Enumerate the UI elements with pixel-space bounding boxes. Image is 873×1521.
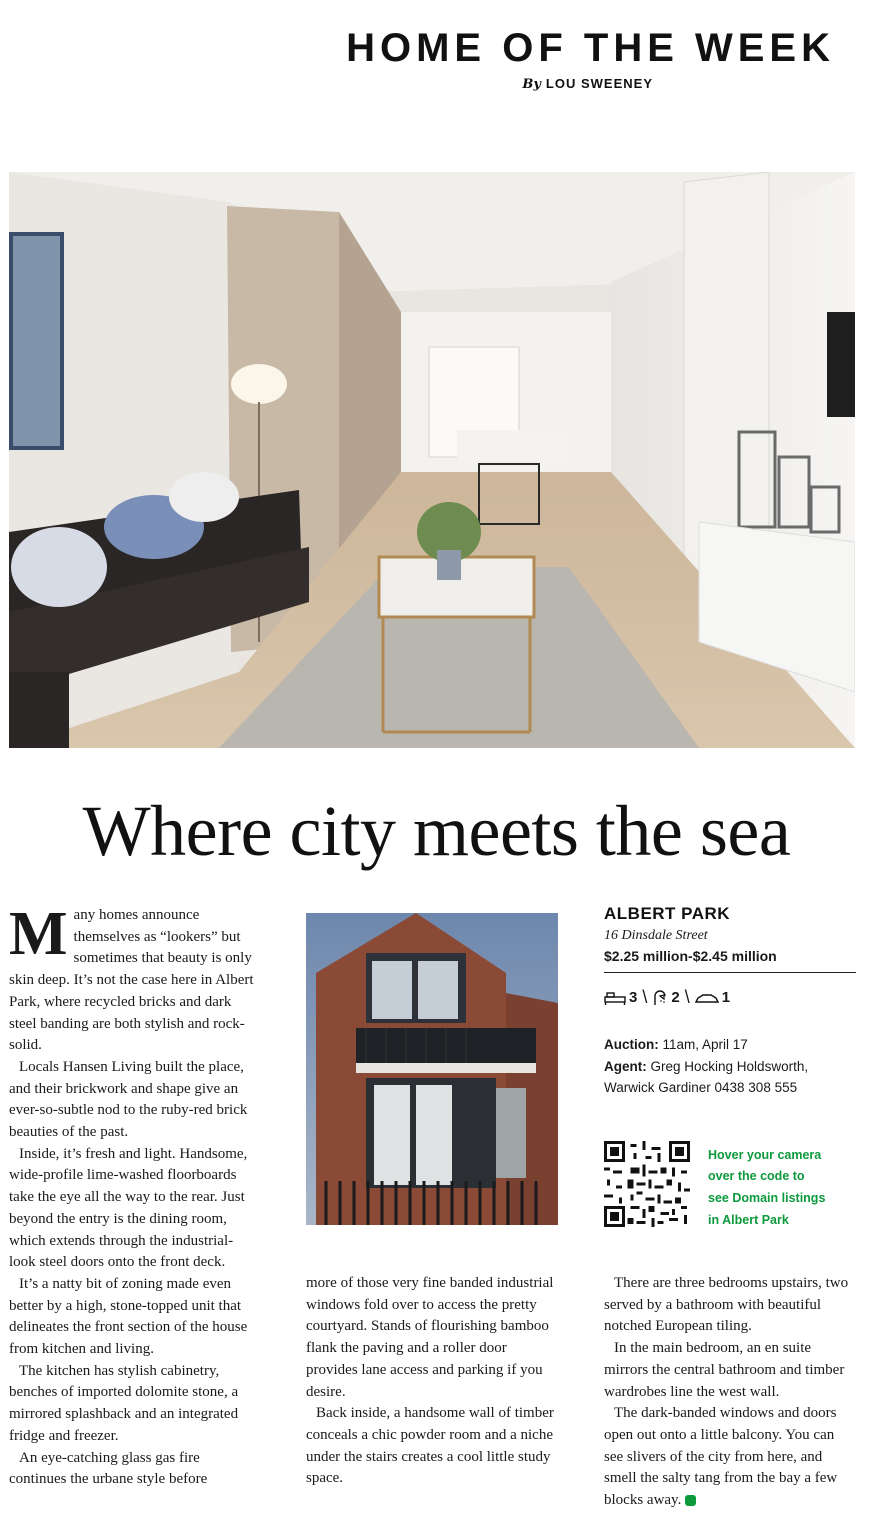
paragraph-text: The dark-banded windows and doors open out onto a little balcony. You can see slivers of the city from here, and smell the salty tang from the bay a few blocks away. [604,1405,838,1509]
article-paragraph [9,900,259,1057]
auction-label: Auction: [604,1037,659,1052]
paragraph-text: any homes announce themselves as “lookers” but sometimes that beauty is only skin deep. It’s not the case here in Albert Park, where recycled bricks and dark steel banding are both stylish and rock-solid. [9,907,254,1054]
bedroom-count: 3 [629,989,638,1006]
byline [522,76,653,92]
property-suburb: ALBERT PARK [604,904,731,923]
qr-code-icon[interactable] [604,1141,690,1227]
agent-line [604,1056,856,1099]
article-paragraph: Locals Hansen Living built the place, and their brickwork and shape give an ever-so-subtle nod to the ruby-red brick beauties of the past. [9,1058,248,1141]
property-features [604,987,856,1008]
article-headline: Where city meets the sea [82,791,791,871]
article-column-2 [306,1273,562,1490]
qr-note-line: see Domain listings [708,1191,826,1206]
auction-details [604,1034,856,1099]
car-icon [695,992,719,1004]
feature-separator: \ [642,987,648,1007]
agent-label: Agent: [604,1058,647,1074]
byline-author: LOU SWEENEY [545,76,653,91]
section-kicker: HOME OF THE WEEK [346,26,835,70]
article-paragraph: In the main bedroom, an en suite mirrors the central bathroom and timber wardrobes line the west wall. [604,1340,845,1400]
article-paragraph: An eye-catching glass gas fire continues the urbane style before [9,1449,208,1488]
bathroom-count: 2 [671,989,680,1006]
article-paragraph: Back inside, a handsome wall of timber conceals a chic powder room and a niche under the stairs creates a cool little study space. [306,1405,554,1487]
feature-separator: \ [684,987,690,1007]
qr-note-line: Hover your camera [708,1147,822,1162]
qr-instructions [708,1145,825,1232]
bed-icon [604,991,626,1005]
article-column-1 [9,900,259,1491]
byline-prefix: By [522,77,541,92]
auction-line [604,1034,856,1056]
auction-value: 11am, April 17 [662,1037,748,1052]
article-paragraph: more of those very fine banded industrial windows fold over to access the pretty courtyard. Stands of flourishing bamboo flank the paving and a roller door provides lane access and parking if you desire. [306,1275,554,1400]
domain-end-mark-icon [685,1495,696,1506]
article-paragraph [604,1403,856,1512]
shower-icon [652,990,668,1006]
qr-note-line: over the code to [708,1169,805,1184]
article-paragraph: There are three bedrooms upstairs, two served by a bathroom with beautiful notched European tiling. [604,1275,849,1335]
drop-cap: M [9,900,68,968]
house-exterior-photo [306,913,558,1225]
qr-note-line: in Albert Park [708,1212,789,1227]
qr-promo [604,1141,856,1232]
article-paragraph: The kitchen has stylish cabinetry, benches of imported dolomite stone, a mirrored splashback and an integrated fridge and freezer. [9,1362,239,1444]
article-column-3 [604,1273,856,1512]
article-paragraph: Inside, it’s fresh and light. Handsome, wide-profile lime-washed floorboards take the eye all the way to the rear. Just beyond the entry is the dining room, which extends through the industrial-look steel doors onto the front deck. [9,1145,248,1271]
facts-divider [604,972,856,973]
car-space-count: 1 [721,989,731,1006]
hero-photo-living-room [9,172,855,748]
property-address: 16 Dinsdale Street [604,928,708,943]
property-facts [604,904,856,1232]
article-paragraph: It’s a natty bit of zoning made even better by a high, stone-topped unit that delineates the front section of the house from kitchen and living. [9,1275,248,1358]
property-price: $2.25 million-$2.45 million [604,948,777,964]
agent-value: Greg Hocking Holdsworth, Warwick Gardiner 0438 308 555 [604,1058,809,1095]
